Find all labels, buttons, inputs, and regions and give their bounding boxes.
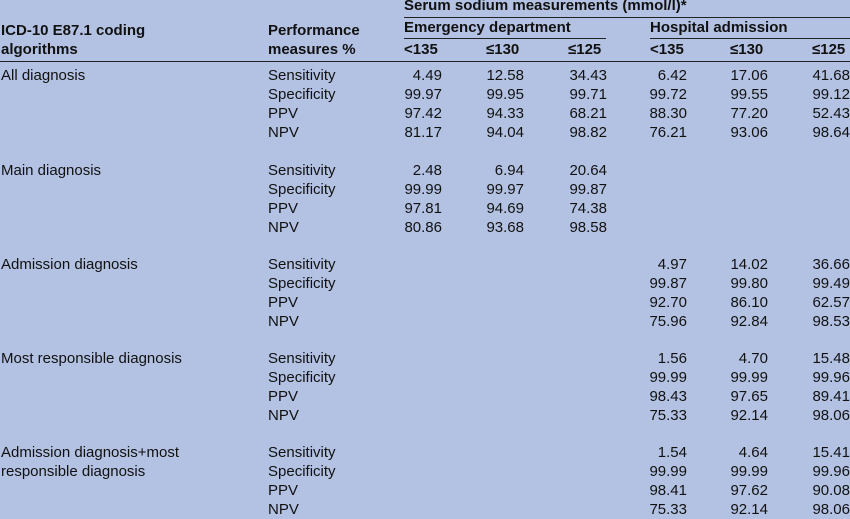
value-cell: 97.62 [730, 482, 768, 499]
measure-label: Sensitivity [268, 350, 336, 367]
value-cell: 36.66 [812, 256, 850, 273]
header-rule-ha [650, 38, 850, 39]
value-cell: 62.57 [812, 294, 850, 311]
value-cell: 99.95 [486, 86, 524, 103]
algorithm-label: Main diagnosis [1, 162, 102, 179]
measure-label: Sensitivity [268, 162, 336, 179]
value-cell: 75.96 [649, 313, 687, 330]
table-row [0, 443, 850, 462]
table-row [0, 180, 850, 199]
value-cell: 6.42 [657, 67, 687, 84]
value-cell: 99.96 [812, 369, 850, 386]
measure-label: Specificity [268, 86, 336, 103]
coding-algorithms-header-line1: ICD-10 E87.1 coding [1, 22, 146, 39]
table-row [0, 349, 850, 368]
value-cell: 6.94 [494, 162, 524, 179]
value-cell: 94.33 [486, 105, 524, 122]
header-bottom-rule [0, 61, 850, 62]
table-row [0, 274, 850, 293]
value-cell: 14.02 [730, 256, 768, 273]
value-cell: 92.14 [730, 407, 768, 424]
performance-measures-header-line2: measures % [268, 41, 356, 58]
threshold-header-ha-135: <135 [650, 41, 684, 58]
value-cell: 92.84 [730, 313, 768, 330]
value-cell: 12.58 [486, 67, 524, 84]
header-rule-ed [404, 38, 606, 39]
value-cell: 15.41 [812, 444, 850, 461]
value-cell: 80.86 [404, 219, 442, 236]
measure-label: PPV [268, 105, 299, 122]
threshold-header-ed-135: <135 [404, 41, 438, 58]
value-cell: 88.30 [649, 105, 687, 122]
table-row [0, 406, 850, 425]
value-cell: 77.20 [730, 105, 768, 122]
table-row [0, 500, 850, 519]
value-cell: 81.17 [404, 124, 442, 141]
value-cell: 34.43 [569, 67, 607, 84]
measure-label: NPV [268, 313, 299, 330]
measure-label: Specificity [268, 369, 336, 386]
value-cell: 98.64 [812, 124, 850, 141]
value-cell: 99.99 [730, 463, 768, 480]
table-row [0, 481, 850, 500]
header-rule-serum [404, 17, 850, 18]
algorithm-label: Most responsible diagnosis [1, 350, 182, 367]
value-cell: 17.06 [730, 67, 768, 84]
table-row [0, 255, 850, 274]
value-cell: 4.64 [738, 444, 768, 461]
value-cell: 98.82 [569, 124, 607, 141]
value-cell: 2.48 [412, 162, 442, 179]
value-cell: 94.69 [486, 200, 524, 217]
value-cell: 41.68 [812, 67, 850, 84]
value-cell: 98.58 [569, 219, 607, 236]
table-row [0, 312, 850, 331]
threshold-header-ha-130: ≤130 [730, 41, 764, 58]
coding-algorithms-header-line2: algorithms [1, 41, 78, 58]
value-cell: 99.97 [486, 181, 524, 198]
value-cell: 97.81 [404, 200, 442, 217]
performance-measures-header-line1: Performance [268, 22, 360, 39]
threshold-header-ha-125: ≤125 [812, 41, 846, 58]
serum-sodium-header: Serum sodium measurements (mmol/l)* [404, 0, 687, 14]
value-cell: 52.43 [812, 105, 850, 122]
measure-label: Sensitivity [268, 67, 336, 84]
value-cell: 4.97 [657, 256, 687, 273]
measure-label: PPV [268, 388, 299, 405]
measure-label: Specificity [268, 275, 336, 292]
value-cell: 98.06 [812, 501, 850, 518]
value-cell: 98.41 [649, 482, 687, 499]
table-row [0, 66, 850, 85]
value-cell: 99.97 [404, 86, 442, 103]
value-cell: 99.87 [649, 275, 687, 292]
value-cell: 98.53 [812, 313, 850, 330]
measure-label: NPV [268, 124, 299, 141]
value-cell: 76.21 [649, 124, 687, 141]
value-cell: 68.21 [569, 105, 607, 122]
table-row [0, 104, 850, 123]
algorithm-label: Admission diagnosis+most [1, 444, 180, 461]
value-cell: 99.12 [812, 86, 850, 103]
measure-label: NPV [268, 407, 299, 424]
measure-label: Sensitivity [268, 256, 336, 273]
value-cell: 93.68 [486, 219, 524, 236]
measure-label: NPV [268, 501, 299, 518]
value-cell: 93.06 [730, 124, 768, 141]
measure-label: PPV [268, 482, 299, 499]
table-row [0, 123, 850, 142]
value-cell: 99.99 [730, 369, 768, 386]
table-row [0, 462, 850, 481]
value-cell: 1.54 [657, 444, 687, 461]
measure-label: PPV [268, 200, 299, 217]
value-cell: 74.38 [569, 200, 607, 217]
value-cell: 99.99 [649, 369, 687, 386]
value-cell: 4.70 [738, 350, 768, 367]
measure-label: Specificity [268, 181, 336, 198]
threshold-header-ed-125: ≤125 [568, 41, 602, 58]
hospital-admission-header: Hospital admission [650, 19, 788, 36]
value-cell: 92.14 [730, 501, 768, 518]
value-cell: 86.10 [730, 294, 768, 311]
value-cell: 99.71 [569, 86, 607, 103]
table-row [0, 387, 850, 406]
table-row [0, 161, 850, 180]
value-cell: 97.42 [404, 105, 442, 122]
measure-label: NPV [268, 219, 299, 236]
table-row [0, 199, 850, 218]
emergency-department-header: Emergency department [404, 19, 571, 36]
value-cell: 99.99 [404, 181, 442, 198]
table-row [0, 218, 850, 237]
algorithm-label: Admission diagnosis [1, 256, 138, 273]
table-row [0, 368, 850, 387]
value-cell: 75.33 [649, 501, 687, 518]
value-cell: 99.87 [569, 181, 607, 198]
value-cell: 97.65 [730, 388, 768, 405]
value-cell: 90.08 [812, 482, 850, 499]
value-cell: 99.96 [812, 463, 850, 480]
value-cell: 99.99 [649, 463, 687, 480]
measure-label: PPV [268, 294, 299, 311]
value-cell: 99.80 [730, 275, 768, 292]
value-cell: 98.06 [812, 407, 850, 424]
value-cell: 15.48 [812, 350, 850, 367]
value-cell: 1.56 [657, 350, 687, 367]
value-cell: 20.64 [569, 162, 607, 179]
value-cell: 4.49 [412, 67, 442, 84]
value-cell: 92.70 [649, 294, 687, 311]
value-cell: 99.72 [649, 86, 687, 103]
value-cell: 75.33 [649, 407, 687, 424]
algorithm-label: responsible diagnosis [1, 463, 146, 480]
algorithm-label: All diagnosis [1, 67, 86, 84]
table-row [0, 293, 850, 312]
value-cell: 99.49 [812, 275, 850, 292]
value-cell: 94.04 [486, 124, 524, 141]
measure-label: Specificity [268, 463, 336, 480]
measure-label: Sensitivity [268, 444, 336, 461]
table-row [0, 85, 850, 104]
value-cell: 98.43 [649, 388, 687, 405]
value-cell: 89.41 [812, 388, 850, 405]
threshold-header-ed-130: ≤130 [486, 41, 520, 58]
value-cell: 99.55 [730, 86, 768, 103]
